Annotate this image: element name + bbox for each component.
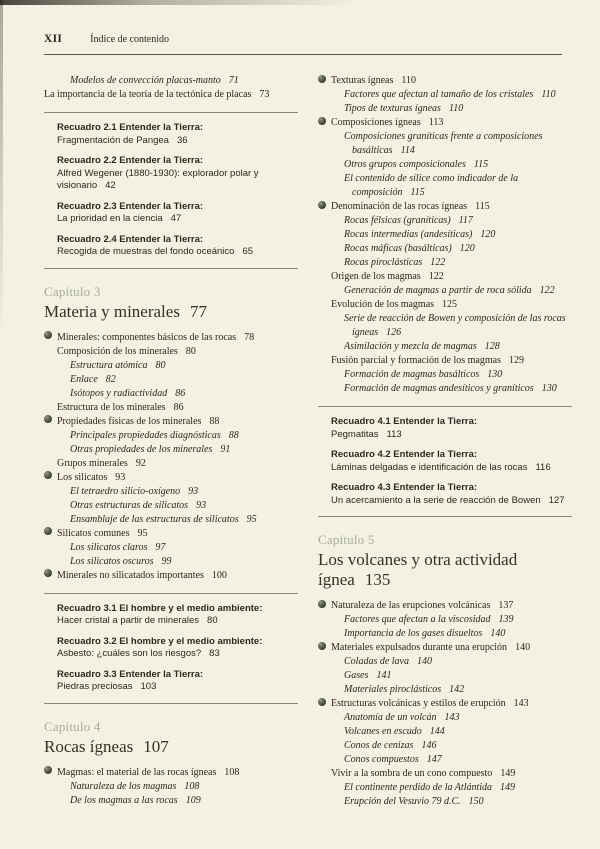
toc-subentry [318, 368, 572, 382]
toc-subentry [44, 513, 298, 527]
page-number: 140 [515, 642, 531, 653]
page-number: 149 [500, 782, 516, 793]
recuadro-body [57, 168, 298, 193]
toc-subentry [318, 627, 572, 641]
entry-text: Serie de reacción de Bowen y composición de las rocas ígneas [344, 313, 566, 338]
entry-text: Formación de magmas andesíticos y graníticos [344, 383, 534, 394]
page-number: 113 [428, 117, 444, 128]
entry-text: Estructura atómica [70, 359, 148, 371]
page-number: 115 [410, 187, 425, 198]
entry-text: Fusión parcial y formación de los magmas [331, 355, 501, 366]
recuadro-item [57, 669, 298, 694]
entry-text: Evolución de los magmas [331, 299, 435, 310]
entry-text: Materiales expulsados durante una erupción [331, 642, 508, 653]
page-number: 107 [143, 736, 169, 756]
entry-text: Asimilación y mezcla de magmas [344, 341, 477, 352]
recuadro-text: Un acercamiento a la serie de reacción de Bowen [331, 494, 541, 506]
recuadro-item [57, 636, 298, 661]
recuadro-title: Recuadro 2.4 Entender la Tierra: [57, 233, 204, 245]
page-number: 129 [508, 355, 524, 366]
chapter-title-text: Los volcanes y otra actividad ígnea [318, 550, 518, 589]
page-number: 97 [155, 541, 166, 553]
toc-subentry [318, 382, 572, 396]
recuadro-body [57, 213, 298, 226]
entry-text: Factores que afectan a la viscosidad [344, 614, 491, 625]
recuadro-title: Recuadro 4.3 Entender la Tierra: [331, 482, 478, 493]
recuadro-body [57, 648, 298, 661]
entry-text: De los magmas a las rocas [70, 794, 178, 806]
globe-icon [318, 642, 326, 650]
toc-subentry [318, 88, 572, 102]
toc-entry [44, 331, 298, 345]
toc-subentry [44, 387, 298, 401]
recuadro-title: Recuadro 3.1 El hombre y el medio ambiente: [57, 602, 263, 614]
globe-icon [44, 471, 52, 479]
scan-left-shadow [0, 0, 3, 849]
entry-text: Formación de magmas basálticos [344, 369, 480, 380]
toc-subentry [44, 373, 298, 387]
page-number: 93 [188, 485, 199, 497]
toc-entry [318, 767, 572, 781]
page-number: 88 [209, 415, 220, 427]
page-number: 91 [220, 443, 231, 455]
globe-icon [318, 117, 326, 125]
toc-subentry [44, 359, 298, 373]
recuadro-item [57, 603, 298, 628]
recuadro-body [57, 135, 298, 148]
scan-top-shadow [0, 0, 600, 5]
toc-subentry [318, 172, 572, 200]
recuadro-body [57, 246, 298, 259]
recuadro-body [57, 681, 298, 694]
recuadro-item [331, 482, 572, 507]
page-number: 115 [473, 159, 489, 170]
recuadro-text: Recogida de muestras del fondo oceánico [57, 246, 235, 257]
recuadro-text: La prioridad en la ciencia [57, 213, 163, 224]
entry-text: Isótopos y radiactividad [70, 387, 168, 399]
entry-text: Naturaleza de los magmas [70, 780, 177, 792]
entry-text: Materiales piroclásticos [344, 684, 442, 695]
entry-text: El continente perdido de la Atlántida [344, 782, 493, 793]
recuadro-title: Recuadro 2.3 Entender la Tierra: [57, 200, 204, 212]
toc-entry [44, 471, 298, 485]
globe-icon [318, 75, 326, 83]
page-number: 92 [135, 457, 146, 469]
toc-subentry [318, 725, 572, 739]
entry-text: Otros grupos composicionales [344, 159, 466, 170]
entry-text: Composiciones ígneas [331, 117, 421, 128]
toc-subentry [44, 74, 298, 88]
toc-entry [318, 697, 572, 711]
page-number: 115 [475, 201, 490, 212]
entry-text: Rocas piroclásticas [344, 257, 423, 268]
page-number: 140 [417, 656, 432, 667]
page-number: 147 [426, 754, 442, 765]
globe-icon [44, 415, 52, 423]
toc-column-left [44, 74, 298, 808]
toc-subentry [44, 794, 298, 808]
page-number: 113 [386, 428, 402, 440]
entry-text: Otras estructuras de silicatos [70, 499, 189, 511]
recuadro-body [331, 495, 572, 508]
entry-text: Conos de cenizas [344, 740, 414, 751]
globe-icon [318, 698, 326, 706]
toc-subentry [318, 130, 572, 158]
entry-text: Minerales no silicatados importantes [57, 569, 204, 581]
page-number: 126 [386, 327, 402, 338]
page-number: 86 [173, 401, 184, 413]
entry-text: Denominación de las rocas ígneas [331, 201, 468, 212]
page-number: 110 [401, 75, 416, 86]
page-number: 125 [442, 299, 458, 310]
page-number: 141 [376, 670, 392, 681]
page-number: 47 [170, 213, 182, 224]
entry-text: Rocas máficas (basálticas) [344, 243, 452, 254]
entry-text: Principales propiedades diagnósticas [70, 429, 221, 441]
page-number: 122 [428, 271, 444, 282]
chapter-title-text: Rocas ígneas [44, 736, 134, 756]
entry-text: Los silicatos [57, 471, 108, 483]
page-number-folio: XII [44, 33, 63, 45]
globe-icon [44, 766, 52, 774]
page-number: 93 [196, 499, 207, 511]
page-number: 65 [242, 246, 254, 257]
recuadro-item [331, 416, 572, 441]
toc-subentry [318, 669, 572, 683]
toc-entry [44, 766, 298, 780]
toc-subentry [318, 739, 572, 753]
entry-text: Generación de magmas a partir de roca sólida [344, 285, 532, 296]
page-number: 117 [458, 215, 473, 226]
globe-icon [44, 569, 52, 577]
entry-text: Ensamblaje de las estructuras de silicatos [70, 513, 239, 525]
toc-subentry [318, 683, 572, 697]
globe-icon [318, 201, 326, 209]
toc-entry [318, 354, 572, 368]
page-number: 36 [176, 134, 188, 146]
recuadro-text: Hacer cristal a partir de minerales [57, 615, 200, 626]
toc-subentry [318, 655, 572, 669]
page-number: 110 [448, 103, 464, 114]
entry-text: Tipos de texturas ígneas [344, 103, 441, 114]
toc-entry [44, 345, 298, 359]
entry-text: Silicatos comunes [57, 527, 130, 539]
toc-subentry [44, 429, 298, 443]
recuadro-text: Láminas delgadas e identificación de las rocas [331, 461, 528, 473]
toc-subentry [318, 711, 572, 725]
entry-text: La importancia de la teoría de la tectónica de placas [44, 89, 252, 100]
recuadro-item [57, 234, 298, 259]
entry-text: Estructura de los minerales [57, 401, 166, 413]
entry-text: Anatomía de un volcán [344, 712, 437, 723]
page-number: 137 [498, 600, 514, 611]
entry-text: Los silicatos claros [70, 541, 148, 553]
page-number: 139 [498, 614, 514, 625]
page-number: 122 [539, 285, 555, 296]
toc-entry [44, 88, 298, 102]
toc-subentry [318, 242, 572, 256]
recuadro-group [318, 406, 572, 517]
chapter-label: Capítulo 5 [318, 532, 375, 547]
entry-text: Grupos minerales [57, 457, 128, 469]
chapter-title [44, 737, 298, 757]
toc-subentry [318, 781, 572, 795]
page-number: 116 [535, 461, 551, 473]
chapter-title [44, 302, 298, 322]
globe-icon [44, 527, 52, 535]
toc-subentry [318, 158, 572, 172]
recuadro-group [44, 593, 298, 704]
toc-subentry [318, 228, 572, 242]
recuadro-body [57, 615, 298, 628]
page-number: 122 [430, 257, 446, 268]
toc-entry [44, 527, 298, 541]
entry-text: Erupción del Vesuvio 79 d.C. [344, 796, 461, 807]
toc-subentry [318, 214, 572, 228]
recuadro-group [44, 112, 298, 269]
entry-text: Factores que afectan al tamaño de los cristales [344, 89, 534, 100]
toc-entry [44, 401, 298, 415]
page-number: 71 [228, 75, 239, 86]
page-number: 82 [105, 373, 116, 385]
recuadro-title: Recuadro 2.1 Entender la Tierra: [57, 122, 204, 133]
page-number: 108 [224, 766, 240, 778]
recuadro-body [331, 429, 572, 442]
entry-text: El contenido de sílice como indicador de la composición [344, 173, 519, 198]
toc-subentry [318, 795, 572, 809]
entry-text: Naturaleza de las erupciones volcánicas [331, 600, 491, 611]
recuadro-title: Recuadro 4.2 Entender la Tierra: [331, 449, 478, 460]
toc-entry [318, 200, 572, 214]
page-number: 143 [513, 698, 529, 709]
toc-entry [44, 569, 298, 583]
entry-text: Enlace [70, 373, 98, 385]
chapter-label: Capítulo 3 [44, 283, 101, 299]
entry-text: Rocas félsicas (graníticas) [344, 215, 451, 226]
toc-entry [44, 457, 298, 471]
toc-subentry [318, 613, 572, 627]
recuadro-title: Recuadro 4.1 Entender la Tierra: [331, 416, 478, 427]
page-number: 149 [500, 768, 516, 779]
page-number: 108 [184, 780, 200, 792]
page-number: 80 [155, 359, 166, 371]
page-number: 86 [175, 387, 186, 399]
recuadro-text: Fragmentación de Pangea [57, 134, 169, 146]
toc-subentry [44, 780, 298, 794]
recuadro-text: Pegmatitas [331, 428, 379, 440]
entry-text: Texturas ígneas [331, 75, 394, 86]
page-number: 120 [459, 243, 475, 254]
entry-text: Magmas: el material de las rocas ígneas [57, 766, 217, 778]
entry-text: Gases [344, 670, 369, 681]
page-number: 150 [468, 796, 484, 807]
toc-subentry [44, 443, 298, 457]
page-number: 95 [246, 513, 257, 525]
running-title: Índice de contenido [90, 34, 170, 45]
chapter-label: Capítulo 4 [44, 718, 101, 734]
toc-entry [318, 74, 572, 88]
recuadro-title: Recuadro 3.3 Entender la Tierra: [57, 668, 204, 680]
toc-subentry [44, 499, 298, 513]
chapter-title [318, 550, 572, 590]
page-number: 95 [137, 527, 148, 539]
entry-text: Coladas de lava [344, 656, 409, 667]
page-number: 142 [449, 684, 465, 695]
recuadro-item [331, 449, 572, 474]
entry-text: Volcanes en escudo [344, 726, 422, 737]
page-number: 78 [244, 331, 255, 343]
entry-text: Propiedades físicas de los minerales [57, 415, 202, 427]
globe-icon [318, 600, 326, 608]
page-number: 99 [161, 555, 172, 567]
toc-entry [44, 415, 298, 429]
toc-subentry [44, 541, 298, 555]
toc-subentry [318, 753, 572, 767]
entry-text: Modelos de convección placas-manto [70, 75, 221, 86]
page-number: 80 [185, 345, 196, 357]
toc-subentry [318, 256, 572, 270]
entry-text: Otras propiedades de los minerales [70, 443, 213, 455]
entry-text: Composiciones graníticas frente a composiciones basálticas [344, 131, 543, 156]
page-number: 114 [400, 145, 415, 156]
page-number: 93 [115, 471, 126, 483]
toc-column-right [318, 74, 572, 809]
page-number: 110 [541, 89, 556, 100]
page-number: 146 [421, 740, 437, 751]
page-header [44, 29, 562, 55]
page-number: 103 [140, 681, 157, 692]
recuadro-text: Asbesto: ¿cuáles son los riesgos? [57, 648, 202, 659]
entry-text: El tetraedro silicio-oxígeno [70, 485, 181, 497]
entry-text: Importancia de los gases disueltos [344, 628, 483, 639]
entry-text: Rocas intermedias (andesíticas) [344, 229, 473, 240]
toc-subentry [44, 485, 298, 499]
page-number: 109 [185, 794, 201, 806]
toc-entry [318, 116, 572, 130]
recuadro-item [57, 155, 298, 193]
page-number: 135 [364, 570, 391, 589]
toc-subentry [318, 340, 572, 354]
recuadro-item [57, 122, 298, 147]
toc-entry [318, 599, 572, 613]
recuadro-item [57, 201, 298, 226]
page-number: 100 [211, 569, 227, 581]
toc-entry [318, 270, 572, 284]
entry-text: Minerales: componentes básicos de las rocas [57, 331, 237, 343]
page-number: 77 [189, 301, 207, 321]
recuadro-title: Recuadro 2.2 Entender la Tierra: [57, 155, 204, 166]
toc-subentry [44, 555, 298, 569]
recuadro-text: Piedras preciosas [57, 681, 133, 692]
page-number: 140 [490, 628, 506, 639]
toc-entry [318, 298, 572, 312]
toc-subentry [318, 284, 572, 298]
entry-text: Vivir a la sombra de un cono compuesto [331, 768, 493, 779]
toc-entry [318, 641, 572, 655]
page-number: 143 [444, 712, 460, 723]
toc-subentry [318, 312, 572, 340]
entry-text: Origen de los magmas [331, 271, 421, 282]
entry-text: Los silicatos oscuros [70, 555, 154, 567]
entry-text: Estructuras volcánicas y estilos de erupción [331, 698, 506, 709]
page-number: 130 [487, 369, 503, 380]
recuadro-text: Alfred Wegener (1880-1930): explorador polar y visionario [57, 167, 259, 191]
entry-text: Conos compuestos [344, 754, 419, 765]
page-number: 83 [209, 648, 220, 659]
page-number: 120 [480, 229, 496, 240]
page-number: 127 [548, 494, 565, 506]
page-number: 88 [228, 429, 239, 441]
recuadro-body [331, 462, 572, 475]
page-number: 42 [105, 180, 116, 191]
page-number: 80 [207, 615, 218, 626]
page-number: 130 [541, 383, 557, 394]
chapter-title-text: Materia y minerales [44, 301, 180, 321]
entry-text: Composición de los minerales [57, 345, 178, 357]
page-number: 144 [429, 726, 445, 737]
recuadro-title: Recuadro 3.2 El hombre y el medio ambiente: [57, 635, 263, 647]
toc-subentry [318, 102, 572, 116]
globe-icon [44, 331, 52, 339]
page-number: 73 [259, 89, 270, 100]
page-number: 128 [484, 341, 500, 352]
